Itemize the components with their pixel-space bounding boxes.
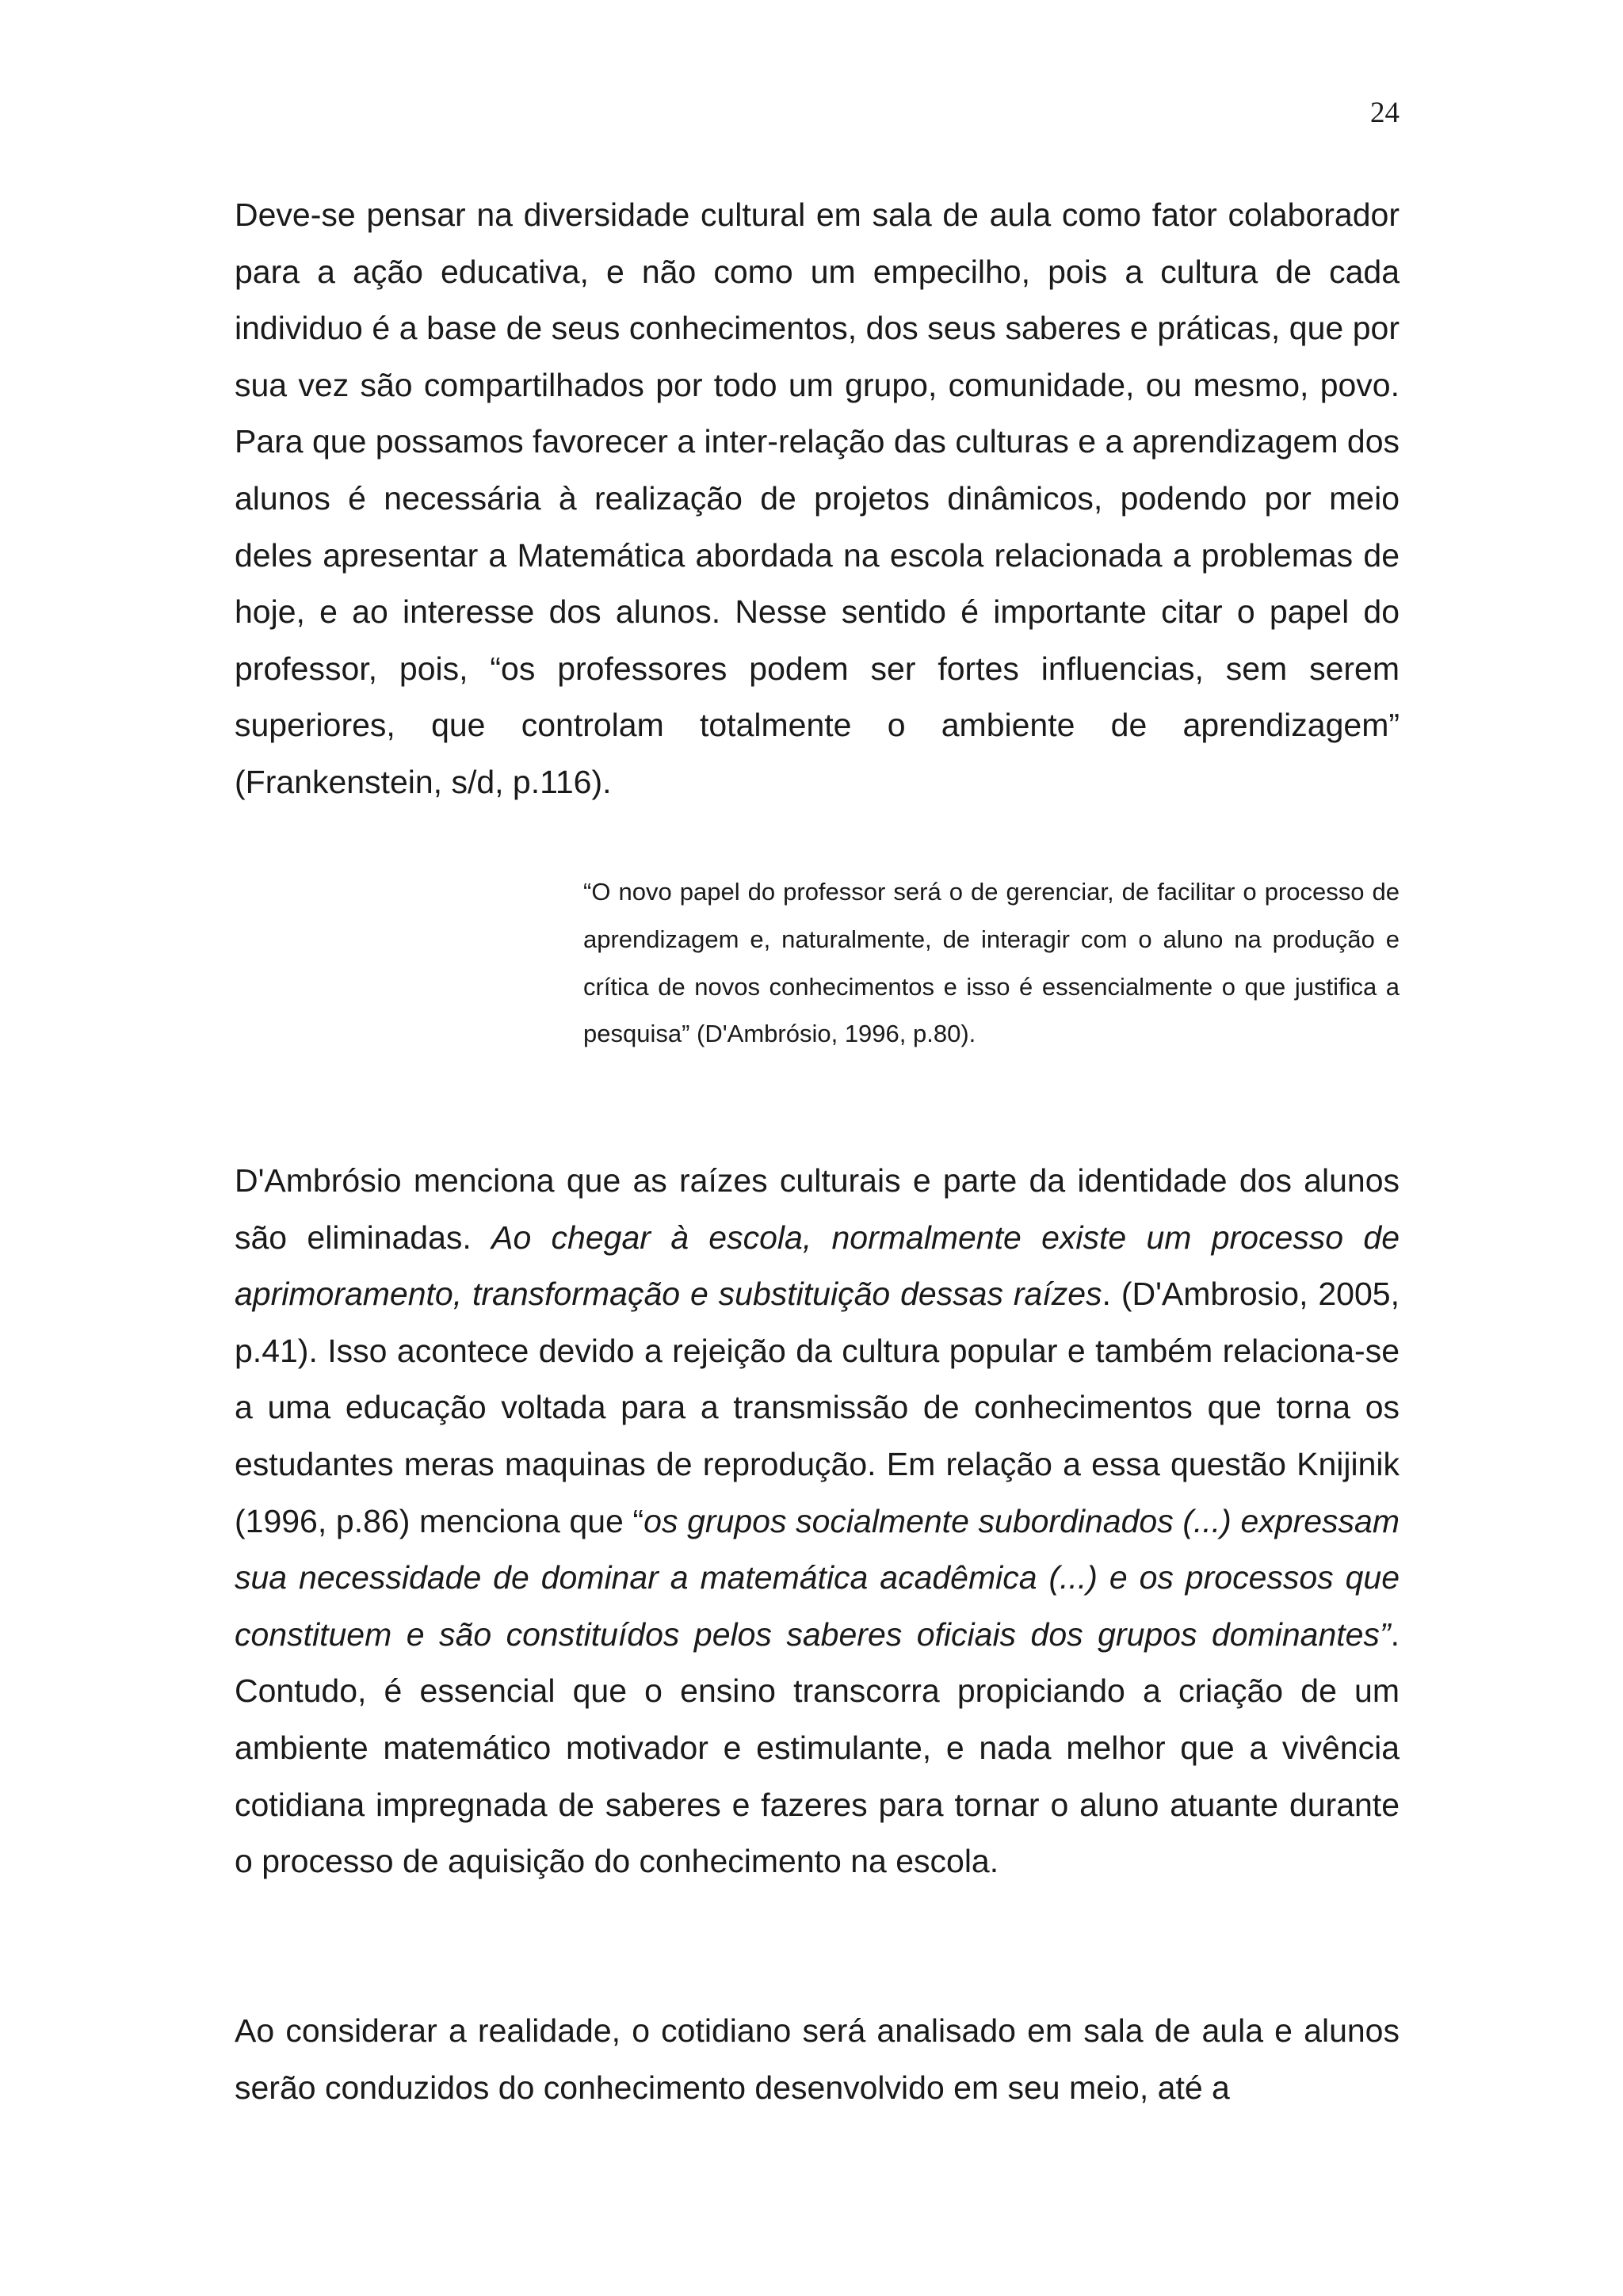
italic-quote-segment: os grupos socialmente subordinados (...) expressam sua necessidade de dominar a matemática acadêmica (...) e os processos que constituem e são constituídos pelos saberes oficiais dos grupos dominantes”	[235, 1502, 1400, 1653]
paragraph-segment: D'Ambrósio menciona que as raízes culturais e parte da identidade dos alunos são eliminadas.	[235, 1162, 1400, 1256]
paragraph-reality-consideration: Ao considerar a realidade, o cotidiano será analisado em sala de aula e alunos serão conduzidos do conhecimento desenvolvido em seu meio, até a	[235, 2012, 1400, 2106]
paragraph-segment: . (D'Ambrosio, 2005, p.41). Isso acontece devido a rejeição da cultura popular e também relaciona-se a uma educação voltada para a transmissão de conhecimentos que torna os estudantes meras maquinas de reprodução. Em relação a essa questão Knijinik (1996, p.86) menciona que “	[235, 1276, 1400, 1539]
page-number: 24	[1370, 97, 1400, 129]
block-quote-dambrosio: “O novo papel do professor será o de gerenciar, de facilitar o processo de aprendizagem e, naturalmente, de interagir com o aluno na produção e crítica de novos conhecimentos e isso é essencialmente o que justifica a pesquisa” (D'Ambrósio, 1996, p.80).	[583, 878, 1400, 1048]
paragraph-cultural-diversity: Deve-se pensar na diversidade cultural em sala de aula como fator colaborador para a ação educativa, e não como um empecilho, pois a cultura de cada individuo é a base de seus conhecimentos, dos seus saberes e práticas, que por sua vez são compartilhados por todo um grupo, comunidade, ou mesmo, povo. Para que possamos favorecer a inter-relação das culturas e a aprendizagem dos alunos é necessária à realização de projetos dinâmicos, podendo por meio deles apresentar a Matemática abordada na escola relacionada a problemas de hoje, e ao interesse dos alunos. Nesse sentido é importante citar o papel do professor, pois, “os professores podem ser fortes influencias, sem serem superiores, que controlam totalmente o ambiente de aprendizagem” (Frankenstein, s/d, p.116).	[235, 196, 1400, 800]
paragraph-cultural-roots	[235, 1153, 1400, 1890]
paragraph-segment: . Contudo, é essencial que o ensino transcorra propiciando a criação de um ambiente matemático motivador e estimulante, e nada melhor que a vivência cotidiana impregnada de saberes e fazeres para tornar o aluno atuante durante o processo de aquisição do conhecimento na escola.	[235, 1615, 1400, 1880]
italic-quote-segment: Ao chegar à escola, normalmente existe um processo de aprimoramento, transformação e substituição dessas raízes	[235, 1219, 1400, 1313]
